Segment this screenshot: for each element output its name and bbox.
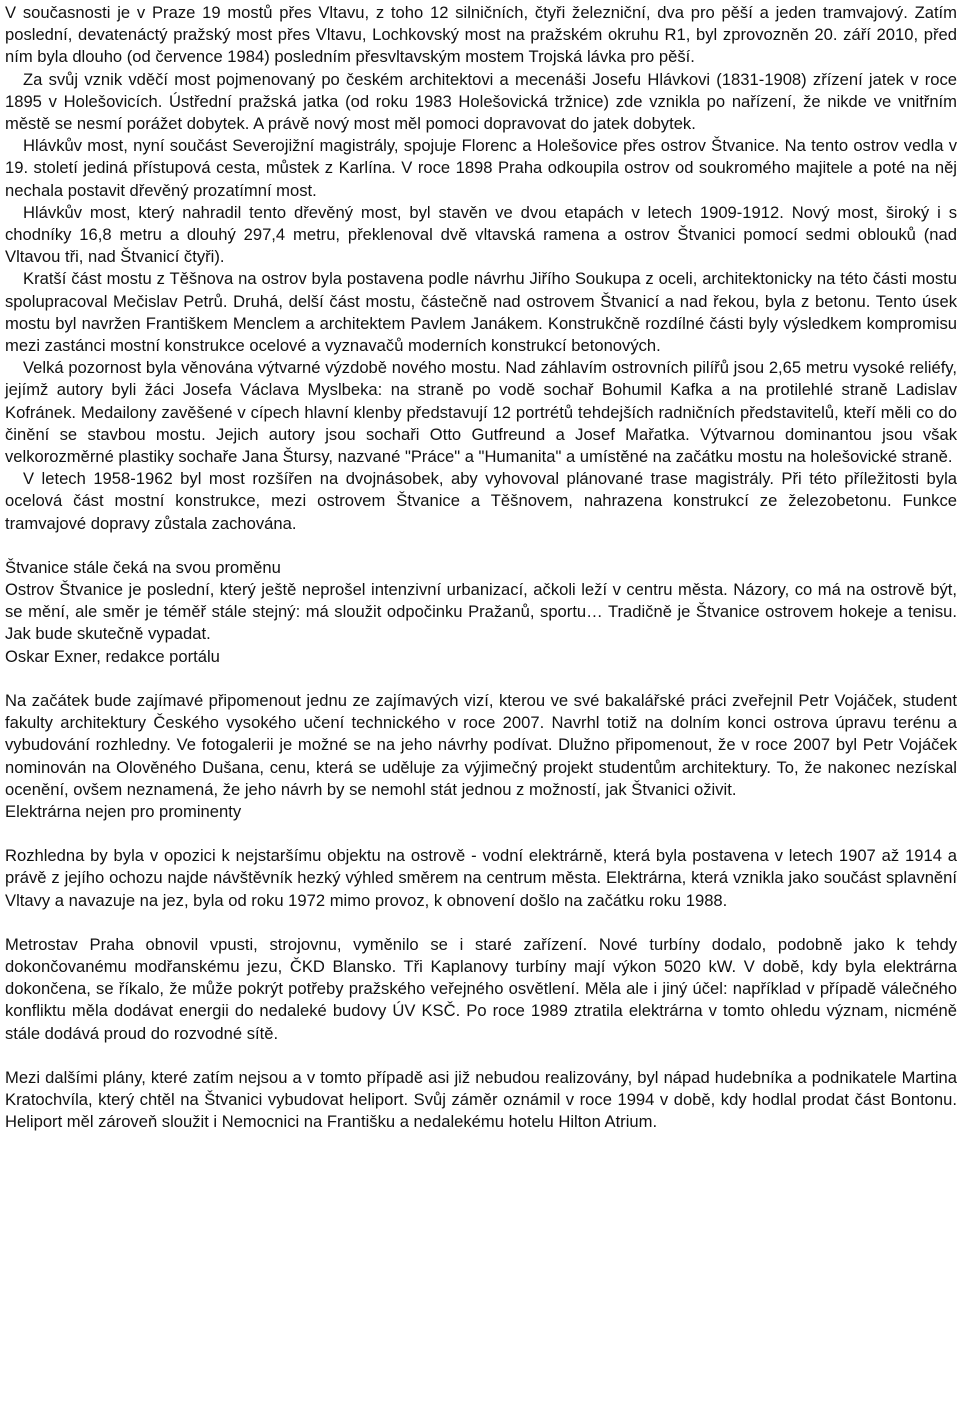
paragraph-hlavka-bridge-route: Hlávkův most, nyní součást Severojižní magistrály, spojuje Florenc a Holešovice přes ostrov Štvanice. Na tento ostrov vedla v 19. století jediná přístupová cesta, můstek z Karlína. V roce 1898 Praha odkoupila ostrov od soukromého majitele a poté na něj nechala postavit dřevěný prozatímní most.: [5, 136, 957, 200]
paragraph-bridge-construction: Hlávkův most, který nahradil tento dřevěný most, byl stavěn ve dvou etapách v letech 1909-1912. Nový most, široký i s chodníky 16,8 metru a dlouhý 297,4 metru, překlenoval dvě vltavská ramena a ostrov Štvanici pomocí sedmi oblouků (nad Vltavou tři, nad Štvanicí čtyři).: [5, 202, 957, 267]
paragraph-bridge-materials: Kratší část mostu z Těšnova na ostrov byla postavena podle návrhu Jiřího Soukupa z oceli, architektonicky na této části mostu spolupracoval Mečislav Petrů. Druhá, delší část mostu, částečně nad ostrovem Štvanicí a nad řekou, byla z betonu. Tento úsek mostu byl navržen Františkem Menclem a architektem Pavlem Janákem. Konstrukčně rozdílné části byly výsledkem kompromisu mezi zastánci mostní konstrukce ocelové a vyznavačů moderních konstrukcí betonových.: [5, 269, 957, 356]
spacer: [5, 668, 957, 690]
paragraph-heliport-plans: Mezi dalšími plány, které zatím nejsou a v tomto případě asi již nebudou realizovány, byl nápad hudebníka a podnikatele Martina Kratochvíla, který chtěl na Štvanici vybudovat heliport. Svůj záměr oznámil v roce 1994 v době, kdy hodlal prodat část Bontonu. Heliport měl zároveň sloužit i Nemocnici na Františku a nedalekému hotelu Hilton Atrium.: [5, 1067, 957, 1132]
spacer: [5, 1045, 957, 1067]
author-credit: Oskar Exner, redakce portálu: [5, 646, 220, 666]
spacer: [5, 535, 957, 557]
spacer: [5, 823, 957, 845]
paragraph-bridge-origin: Za svůj vznik vděčí most pojmenovaný po českém architektovi a mecenáši Josefu Hlávkovi (1831-1908) zřízení jatek v roce 1895 v Holešovicích. Ústřední pražská jatka (od roku 1983 Holešovická tržnice) zde vznikla po nařízení, že nikde ve vnitřním městě se nesmí porážet dobytek. A právě nový most měl pomoci dopravovat do jatek dobytek.: [5, 69, 957, 134]
section-heading-stvanice: Štvanice stále čeká na svou proměnu: [5, 557, 281, 577]
paragraph-power-plant-renovation: Metrostav Praha obnovil vpusti, strojovnu, vyměnilo se i staré zařízení. Nové turbíny dodalo, podobně jako k tehdy dokončovanému modřanskému jezu, ČKD Blansko. Tři Kaplanovy turbíny mají výkon 5020 kW. V době, kdy byla elektrárna dokončena, se říkalo, že může pokrýt potřeby pražského veřejného osvětlení. Měla ale i jiný účel: například v případě válečného konfliktu měla dodávat energii do nedaleké budovy ÚV KSČ. Po roce 1989 ztratila elektrárna v tomto ohledu význam, nicméně stále dodává proud do rozvodné sítě.: [5, 934, 957, 1043]
paragraph-power-plant-history: Rozhledna by byla v opozici k nejstaršímu objektu na ostrově - vodní elektrárně, která byla postavena v letech 1907 až 1914 a právě z jejího ochozu najde návštěvník hezký výhled směrem na centrum města. Elektrárna, která vznikla jako součást splavnění Vltavy a navazuje na jez, byla od roku 1972 mimo provoz, k obnovení došlo na začátku roku 1988.: [5, 846, 957, 910]
paragraph-stvanice: Ostrov Štvanice je poslední, který ještě neprošel intenzivní urbanizací, ačkoli leží v centru města. Názory, co má na ostrově být, se mění, ale směr je téměř stále stejný: má sloužit odpočinku Pražanů, sportu… Tradičně je Štvanice ostrovem hokeje a tenisu. Jak bude skutečně vypadat.: [5, 580, 957, 644]
paragraph-bridge-widening: V letech 1958-1962 byl most rozšířen na dvojnásobek, aby vyhovoval plánované trase magistrály. Při této příležitosti byla ocelová část mostní konstrukce, mezi ostrovem Štvanice a Těšnovem, nahrazena konstrukcí ze železobetonu. Funkce tramvajové dopravy zůstala zachována.: [5, 469, 957, 533]
spacer: [5, 912, 957, 934]
paragraph-vojacek-vision: Na začátek bude zajímavé připomenout jednu ze zajímavých vizí, kterou ve své bakalářské práci zveřejnil Petr Vojáček, student fakulty architektury Českého vysokého učení technického v roce 2007. Navrhl totiž na dolním konci ostrova úpravu terénu a vybudování rozhledny. Ve fotogalerii je možné se na jeho návrhy podívat. Dlužno připomenout, že v roce 2007 byl Petr Vojáček nominován na Olověného Dušana, cenu, která se uděluje za výjimečný projekt studentům architektury. To, že nakonec nezískal ocenění, ovšem neznamená, že jeho návrh by se nemohl stát jednou z možností, jak Štvanici oživit.: [5, 690, 957, 799]
paragraph-bridge-decoration: Velká pozornost byla věnována výtvarné výzdobě nového mostu. Nad záhlavím ostrovních pilířů jsou 2,65 metru vysoké reliéfy, jejímž autory byli žáci Josefa Václava Myslbeka: na straně po vodě sochař Bohumil Kafka a na protilehlé straně Ladislav Kofránek. Medailony zavěšené v cípech hlavní klenby představují 12 portrétů tehdejších radničních představitelů, kteří měli co do činění se stavbou mostu. Jejich autory jsou sochaři Otto Gutfreund a Josef Mařatka. Výtvarnou dominantou jsou však velkorozměrné plastiky sochaře Jana Štursy, nazvané "Práce" a "Humanita" a umístěné na začátku mostu na holešovické straně.: [5, 358, 957, 467]
section-heading-power-plant: Elektrárna nejen pro prominenty: [5, 801, 242, 821]
paragraph-bridges-overview: V současnosti je v Praze 19 mostů přes Vltavu, z toho 12 silničních, čtyři železniční, dva pro pěší a jeden tramvajový. Zatím poslední, devatenáctý pražský most přes Vltavu, Lochkovský most na pražském okruhu R1, byl zprovozněn 20. září 2010, před ním byla dlouho (od července 1984) posledním přesvltavským mostem Trojská lávka pro pěší.: [5, 3, 957, 67]
